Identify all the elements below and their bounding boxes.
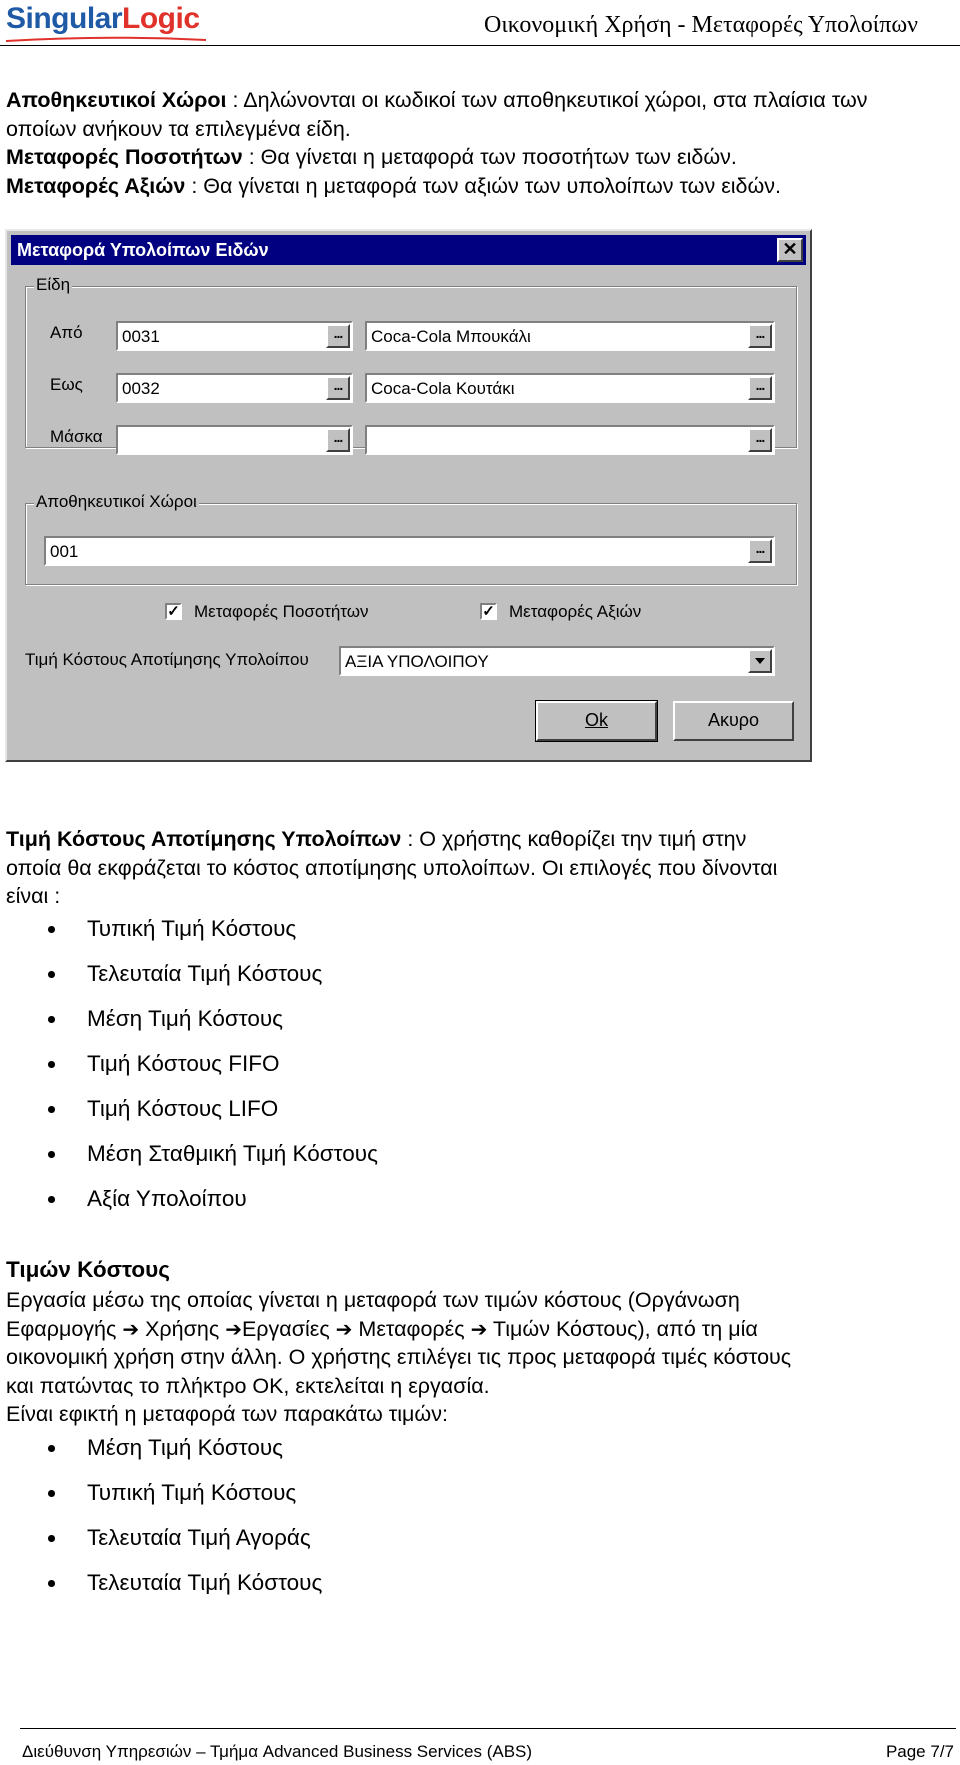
arrow-right-icon: ➔	[225, 1316, 242, 1341]
logo-singular: Singular	[6, 2, 123, 35]
cost-prices-heading	[6, 1256, 170, 1285]
value-transfer-term: Μεταφορές Αξιών	[6, 174, 186, 198]
cost-price-term: Τιμή Κόστους Αποτίμησης Υπολοίπων	[6, 827, 402, 851]
to-label: Εως	[50, 375, 83, 394]
cost-price-label: Τιμή Κόστους Αποτίμησης Υπολοίπου	[25, 650, 309, 669]
mask-name-input[interactable]	[365, 425, 775, 455]
menu-path-a: Εφαρμογής	[6, 1316, 123, 1341]
qty-transfer-term: Μεταφορές Ποσοτήτων	[6, 145, 243, 169]
cost-prices-heading-text: Τιμών Κόστους	[6, 1257, 170, 1282]
close-button[interactable]: ✕	[777, 238, 803, 262]
to-name-lookup-button[interactable]: ...	[748, 376, 772, 400]
cancel-button[interactable]: Ακυρο	[673, 701, 794, 741]
qty-transfer-checkbox[interactable]: ✓	[165, 603, 182, 620]
ok-button-label: Ok	[584, 710, 608, 730]
items-groupbox	[25, 275, 797, 448]
footer-divider	[20, 1728, 956, 1729]
to-name-input[interactable]	[365, 373, 775, 403]
dialog-titlebar	[11, 235, 806, 265]
bullet-icon	[48, 1580, 55, 1587]
mask-code-input[interactable]	[116, 425, 353, 455]
warehouses-term: Αποθηκευτικοί Χώροι	[6, 88, 227, 112]
qty-transfer-checkbox-label: Μεταφορές Ποσοτήτων	[194, 602, 369, 621]
warehouses-text: : Δηλώνονται οι κωδικοί των αποθηκευτικοί χώροι, στα πλαίσια των οποίων ανήκουν τα επιλεγμένα είδη.	[6, 88, 868, 141]
cost-price-line3: είναι :	[6, 884, 61, 908]
cost-prices-line3: οικονομική χρήση στην άλλη. Ο χρήστης επιλέγει τις προς μεταφορά τιμές κόστους	[6, 1345, 792, 1369]
warehouse-input[interactable]	[44, 536, 775, 566]
to-code-lookup-button[interactable]: ...	[326, 376, 350, 400]
header-divider	[0, 45, 960, 46]
ok-button[interactable]	[536, 701, 657, 741]
transfer-balances-dialog	[5, 229, 812, 762]
arrow-right-icon: ➔	[470, 1316, 488, 1341]
bullet-icon	[48, 1061, 55, 1068]
mask-code-lookup-button[interactable]: ...	[326, 428, 350, 452]
mask-name-lookup-button[interactable]: ...	[748, 428, 772, 452]
bullet-icon	[48, 971, 55, 978]
page-number: Page 7/7	[885, 1742, 954, 1761]
to-code-value: 0032	[122, 379, 160, 398]
warehouses-group-label: Αποθηκευτικοί Χώροι	[36, 492, 197, 511]
logo-swoosh-icon	[6, 36, 206, 42]
arrow-right-icon: ➔	[122, 1316, 140, 1341]
value-transfer-text: : Θα γίνεται η μεταφορά των αξιών των υπολοίπων των ειδών.	[185, 174, 782, 198]
logo-logic: Logic	[122, 2, 200, 35]
menu-path-b: Χρήσης	[139, 1316, 226, 1341]
from-code-lookup-button[interactable]: ...	[326, 324, 350, 348]
bullet-icon	[48, 1016, 55, 1023]
to-name-value: Coca-Cola Κουτάκι	[371, 379, 515, 398]
qty-transfer-paragraph	[6, 143, 737, 172]
cost-prices-line1: Εργασία μέσω της οποίας γίνεται η μεταφορά των τιμών κόστους (Οργάνωση	[6, 1288, 740, 1312]
cost-price-dropdown-arrow-icon[interactable]	[748, 649, 772, 673]
bullet-icon	[48, 1535, 55, 1542]
items-group-label: Είδη	[36, 275, 71, 294]
footer-department: Διεύθυνση Υπηρεσιών – Τμήμα Advanced Business Services (ABS)	[22, 1742, 533, 1761]
bullet-icon	[48, 1106, 55, 1113]
warehouse-lookup-button[interactable]: ...	[748, 539, 772, 563]
warehouse-value: 001	[50, 542, 79, 561]
bullet-icon	[48, 1445, 55, 1452]
bullet-icon	[48, 1196, 55, 1203]
menu-path-c: Εργασίες	[241, 1316, 336, 1341]
from-name-input[interactable]	[365, 321, 775, 351]
bullet-icon	[48, 1151, 55, 1158]
value-transfer-checkbox-label: Μεταφορές Αξιών	[509, 602, 642, 621]
menu-path-e: Τιμών Κόστους), από τη μία	[487, 1316, 758, 1341]
singularlogic-logo	[6, 2, 200, 42]
value-transfer-checkbox[interactable]: ✓	[480, 603, 497, 620]
cost-prices-line5: Είναι εφικτή η μεταφορά των παρακάτω τιμών:	[6, 1402, 448, 1426]
running-title: Οικονομική Χρήση - Μεταφορές Υπολοίπων	[484, 12, 918, 38]
dialog-title: Μεταφορά Υπολοίπων Ειδών	[17, 240, 269, 260]
bullet-icon	[48, 1490, 55, 1497]
bullet-icon	[48, 926, 55, 933]
qty-transfer-text: : Θα γίνεται η μεταφορά των ποσοτήτων των ειδών.	[242, 145, 737, 169]
cost-price-line1: : Ο χρήστης καθορίζει την τιμή στην	[401, 827, 747, 851]
cost-prices-paragraph	[6, 1286, 791, 1429]
from-label: Από	[50, 323, 83, 342]
value-transfer-paragraph	[6, 172, 781, 201]
from-code-value: 0031	[122, 327, 160, 346]
warehouses-paragraph	[6, 86, 936, 143]
to-code-input[interactable]	[116, 373, 353, 403]
cost-price-line2: οποία θα εκφράζεται το κόστος αποτίμησης υπολοίπων. Οι επιλογές που δίνονται	[6, 855, 778, 880]
menu-path-d: Μεταφορές	[352, 1316, 471, 1341]
cost-price-select[interactable]	[339, 646, 775, 676]
from-name-value: Coca-Cola Μπουκάλι	[371, 327, 531, 346]
mask-label: Μάσκα	[50, 427, 103, 446]
from-code-input[interactable]	[116, 321, 353, 351]
cost-price-paragraph	[6, 825, 777, 911]
cost-prices-line4: και πατώντας το πλήκτρο ΟΚ, εκτελείται η εργασία.	[6, 1373, 490, 1398]
arrow-right-icon: ➔	[335, 1316, 353, 1341]
cost-price-value: ΑΞΙΑ ΥΠΟΛΟΙΠΟΥ	[345, 652, 489, 671]
from-name-lookup-button[interactable]: ...	[748, 324, 772, 348]
